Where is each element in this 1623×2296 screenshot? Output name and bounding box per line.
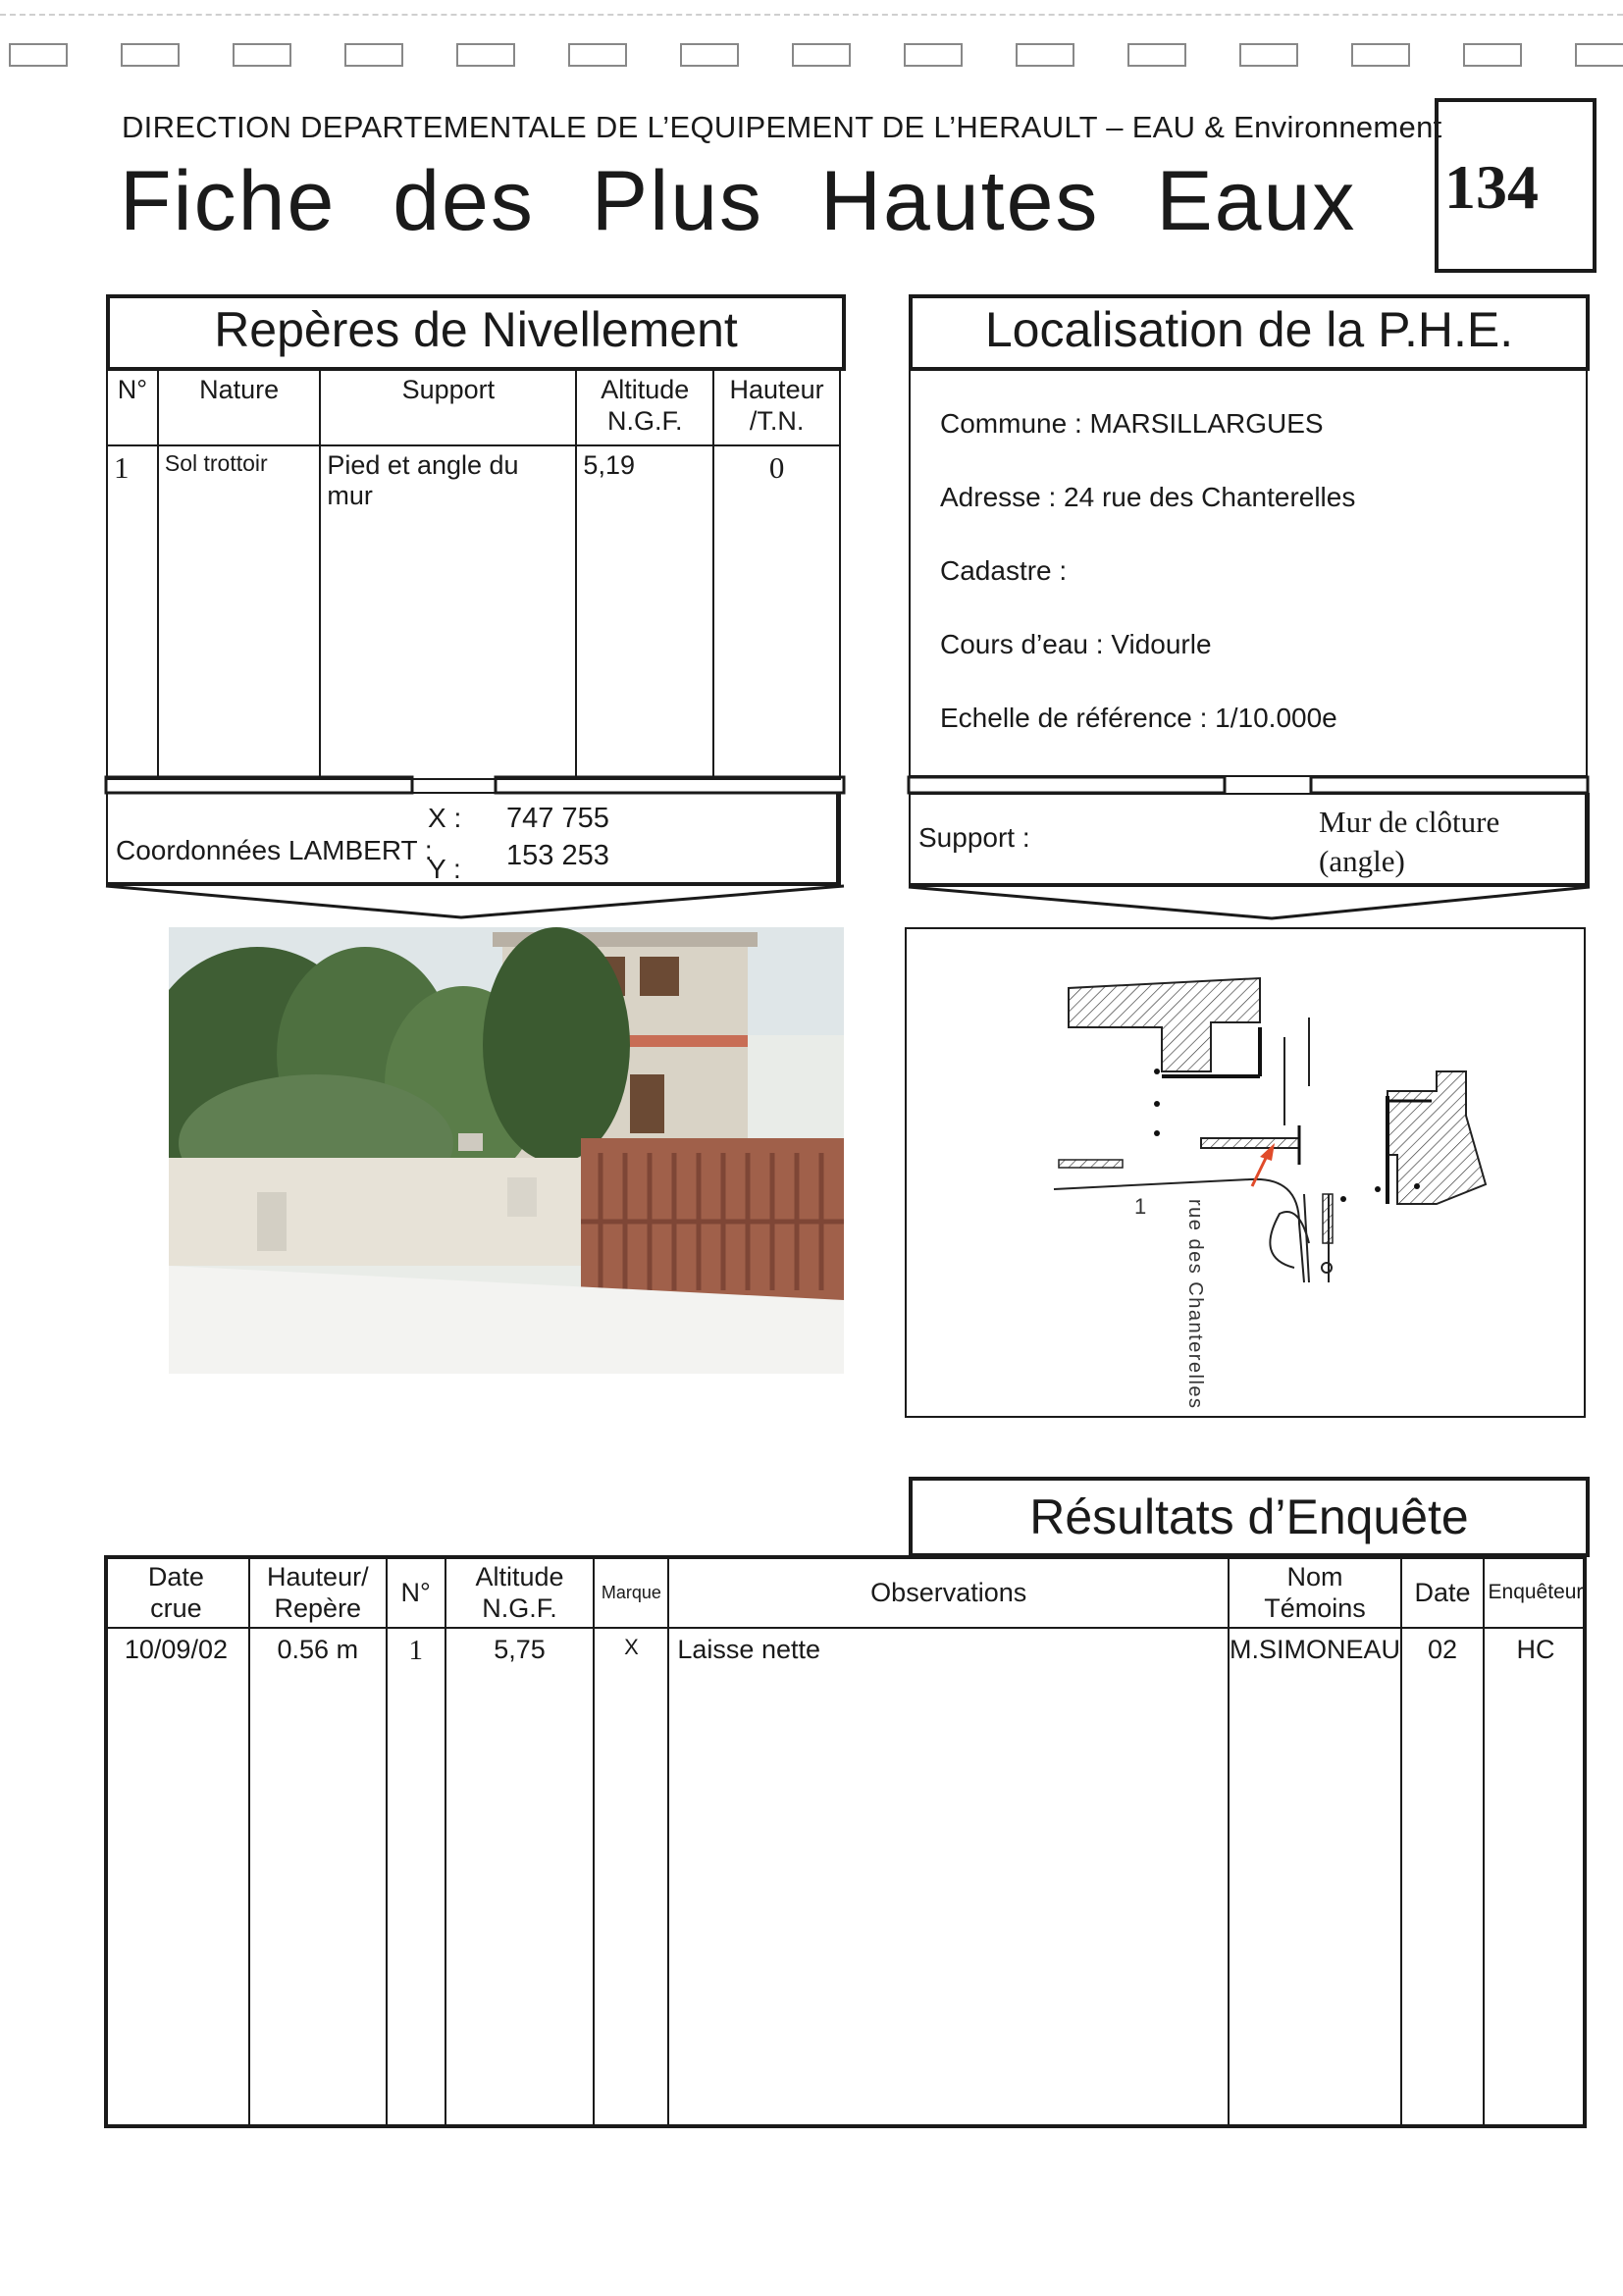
enquete-cell-observations: Laisse nette <box>668 1628 1229 1677</box>
location-plan <box>905 927 1586 1418</box>
enquete-col-hauteur <box>249 1557 387 1628</box>
enquete-col-date-crue-l2: crue <box>150 1592 202 1623</box>
enquete-col-date-crue <box>104 1557 249 1628</box>
cours-eau: Cours d’eau : Vidourle <box>940 629 1212 659</box>
enquete-cell-date: 02 <box>1401 1628 1484 1677</box>
fiche-number: 134 <box>1444 152 1539 222</box>
enquete-col-nom-l2: Témoins <box>1264 1592 1366 1623</box>
page-title: Fiche des Plus Hautes Eaux <box>120 154 1357 248</box>
reperes-col-hauteur-l1: Hauteur <box>729 375 824 404</box>
enquete-col-nom-l1: Nom <box>1286 1561 1343 1592</box>
enquete-col-hauteur-l1: Hauteur/ <box>267 1561 369 1592</box>
reperes-header-row <box>107 369 840 445</box>
enquete-cell-hauteur: 0.56 m <box>249 1628 387 1677</box>
reperes-col-hauteur <box>713 369 840 445</box>
plan-street-name: rue des Chanterelles <box>1184 1199 1206 1410</box>
fiche-number-box <box>1435 98 1597 273</box>
enquete-cell-altitude: 5,75 <box>445 1628 595 1677</box>
enquete-col-nom <box>1229 1557 1401 1628</box>
enquete-header-row <box>104 1557 1587 1628</box>
reperes-col-altitude-l1: Altitude <box>601 375 690 404</box>
commune: Commune : MARSILLARGUES <box>940 408 1324 439</box>
coordonnees-label: Coordonnées LAMBERT : <box>116 835 433 865</box>
support-value-l1: Mur de clôture <box>1319 805 1500 839</box>
enquete-col-date: Date <box>1401 1557 1484 1628</box>
site-photo <box>169 927 844 1374</box>
enquete-col-hauteur-l2: Repère <box>274 1592 362 1623</box>
reperes-cell-nature: Sol trottoir <box>158 445 321 779</box>
enquete-cell-nom: M.SIMONEAU <box>1229 1628 1401 1677</box>
reperes-col-altitude-l2: N.G.F. <box>607 406 683 436</box>
coord-y-value: 153 253 <box>506 840 609 871</box>
reperes-cell-altitude: 5,19 <box>576 445 713 779</box>
reperes-col-support: Support <box>320 369 576 445</box>
enquete-heading: Résultats d’Enquête <box>909 1477 1590 1557</box>
enquete-col-observations: Observations <box>668 1557 1229 1628</box>
reperes-col-hauteur-l2: /T.N. <box>749 406 805 436</box>
binder-holes <box>0 0 1623 78</box>
site-photo-image <box>169 927 844 1374</box>
reperes-cell-no: 1 <box>107 445 158 779</box>
reperes-table <box>106 368 841 780</box>
enquete-cell-enqueteur: HC <box>1484 1628 1587 1677</box>
enquete-table <box>104 1557 1587 2128</box>
adresse: Adresse : 24 rue des Chanterelles <box>940 482 1356 512</box>
support-value-l2: (angle) <box>1319 844 1405 878</box>
cadastre: Cadastre : <box>940 555 1068 586</box>
support-label: Support : <box>918 822 1030 853</box>
enquete-cell-date-crue: 10/09/02 <box>124 1635 228 1664</box>
reperes-col-altitude <box>576 369 713 445</box>
reperes-col-no: N° <box>107 369 158 445</box>
table-row <box>104 1628 1587 1677</box>
localisation-heading: Localisation de la P.H.E. <box>909 294 1590 371</box>
coord-x-label: X : <box>428 803 462 833</box>
plan-marker: 1 <box>1134 1194 1147 1219</box>
table-row <box>107 445 840 779</box>
enquete-cell-marque: X <box>594 1628 668 1677</box>
enquete-col-date-crue-l1: Date <box>147 1561 204 1592</box>
location-plan-drawing <box>907 929 1584 1416</box>
enquete-col-marque: Marque <box>594 1557 668 1628</box>
enquete-cell-no: 1 <box>387 1628 445 1677</box>
reperes-col-nature: Nature <box>158 369 321 445</box>
table-row-empty <box>104 1677 1587 2128</box>
echelle: Echelle de référence : 1/10.000e <box>940 703 1337 733</box>
reperes-cell-support: Pied et angle du mur <box>320 445 576 779</box>
coord-y-label: Y : <box>428 854 461 884</box>
agency-name: DIRECTION DEPARTEMENTALE DE L’EQUIPEMENT DE L’HERAULT – EAU & Environnement <box>122 110 1442 144</box>
enquete-col-altitude-l2: N.G.F. <box>482 1592 557 1623</box>
enquete-col-no: N° <box>387 1557 445 1628</box>
coord-x-value: 747 755 <box>506 803 609 834</box>
reperes-heading: Repères de Nivellement <box>106 294 846 371</box>
reperes-cell-hauteur: 0 <box>713 445 840 779</box>
enquete-col-enqueteur: Enquêteur <box>1484 1557 1587 1628</box>
enquete-col-altitude-l1: Altitude <box>475 1561 564 1592</box>
enquete-col-altitude <box>445 1557 595 1628</box>
